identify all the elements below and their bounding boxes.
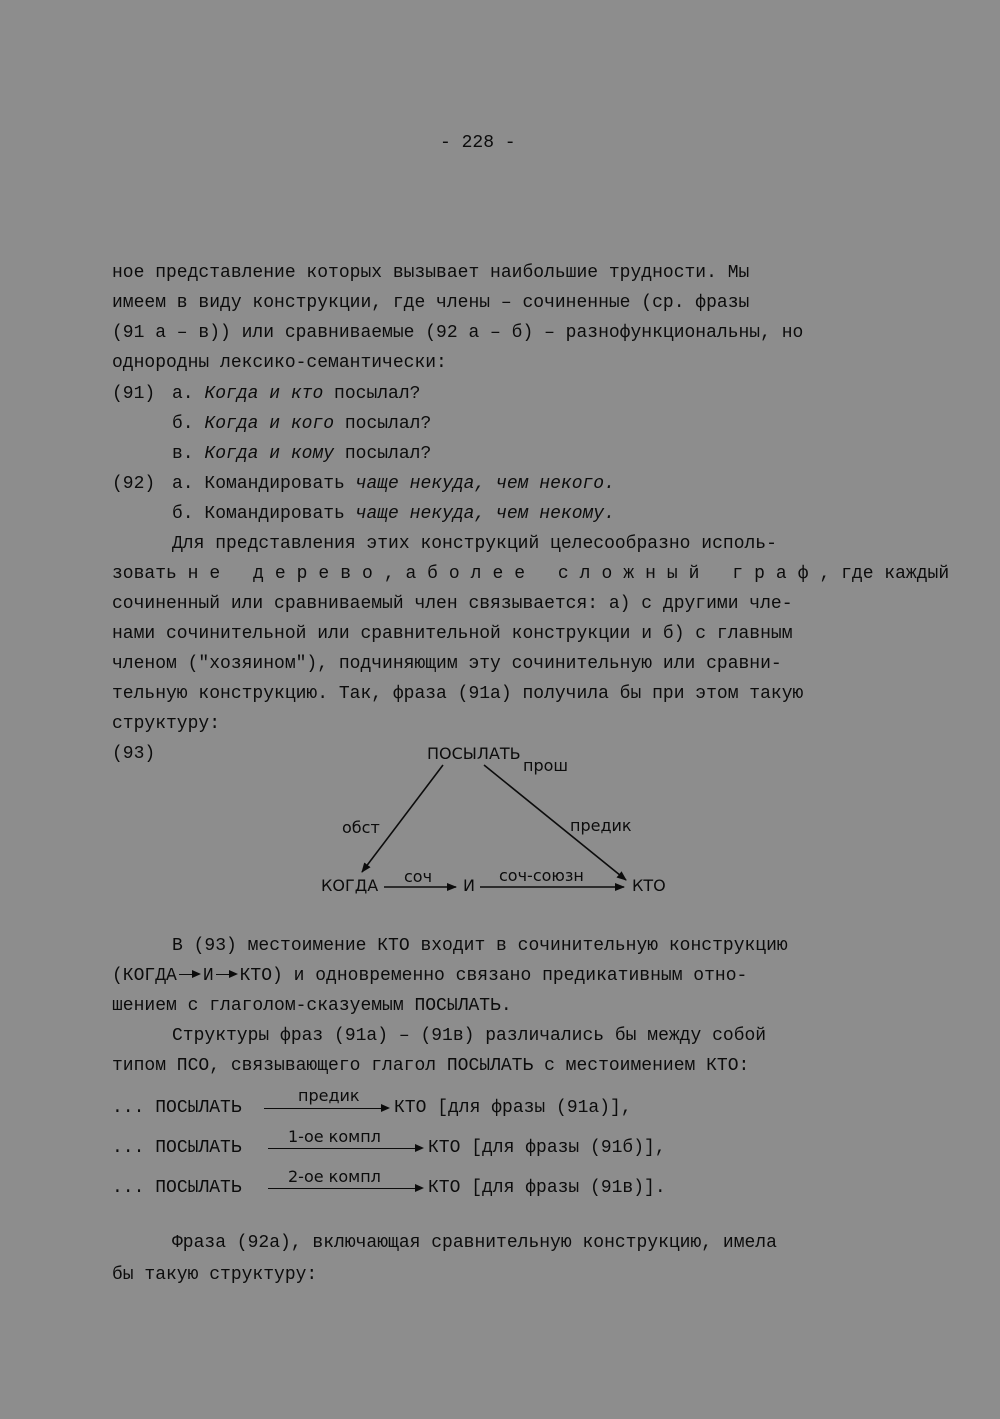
relation-label: 2-ое компл: [288, 1167, 381, 1186]
edge-label-soch: соч: [404, 867, 433, 886]
spaced-emphasis: более сложный граф: [427, 564, 820, 584]
plain-text: зовать: [112, 564, 188, 584]
text-line: [112, 966, 747, 986]
structure-note: [для фразы (91в)].: [460, 1178, 666, 1198]
text-line: (91 а – в)) или сравниваемые (92 а – б) – разнофункциональны, но: [112, 323, 804, 343]
structure-note: [для фразы (91а)],: [426, 1098, 632, 1118]
ellipsis: ...: [112, 1138, 156, 1158]
page-number: - 228 -: [440, 133, 516, 153]
arrow-icon: [177, 970, 203, 980]
plain-text: посылал?: [334, 444, 432, 464]
plain-text: (КОГДА: [112, 966, 177, 986]
text-line: членом ("хозяином"), подчиняющим эту сочинительную или сравни-: [112, 654, 782, 674]
node-posylat: ПОСЫЛАТЬ: [427, 744, 521, 763]
relation-arrow: [268, 1148, 422, 1149]
text-line: структуру:: [112, 714, 221, 734]
structure-row: [112, 1178, 242, 1198]
italic-text: чаще некуда, чем некому.: [355, 504, 615, 524]
example-number-93: (93): [112, 744, 156, 764]
text-line: Структуры фраз (91а) – (91в) различались бы между собой: [172, 1026, 767, 1046]
item-mark: а.: [172, 384, 194, 404]
text-line: сочиненный или сравниваемый член связывается: а) с другими чле-: [112, 594, 793, 614]
text-line: однородны лексико-семантически:: [112, 353, 447, 373]
text-line: Для представления этих конструкций целесообразно исполь-: [172, 534, 777, 554]
plain-text: КТО) и одновременно связано предикативным отно-: [239, 966, 748, 986]
structure-dep: КТО: [394, 1098, 427, 1118]
structure-head: ПОСЫЛАТЬ: [155, 1098, 242, 1118]
structure-head: ПОСЫЛАТЬ: [155, 1178, 242, 1198]
text-line: Фраза (92а), включающая сравнительную конструкцию, имела: [172, 1233, 777, 1253]
node-subscript-prosh: прош: [523, 756, 569, 775]
italic-text: чаще некуда, чем некого.: [355, 474, 615, 494]
node-kogda: КОГДА: [321, 876, 379, 895]
example-number-92: (92): [112, 474, 156, 494]
structure-tail: [394, 1098, 632, 1118]
ellipsis: ...: [112, 1098, 156, 1118]
text-line: нами сочинительной или сравнительной конструкции и б) с главным: [112, 624, 793, 644]
relation-label: предик: [298, 1086, 360, 1105]
plain-text: Командировать: [204, 504, 356, 524]
item-mark: б.: [172, 504, 194, 524]
plain-text: И: [202, 966, 214, 986]
relation-arrow: [264, 1108, 388, 1109]
text-line: ное представление которых вызывает наибольшие трудности. Мы: [112, 263, 750, 283]
edge-label-predik: предик: [570, 816, 632, 835]
item-mark: в.: [172, 444, 194, 464]
text-line: бы такую структуру:: [112, 1265, 318, 1285]
example-number-91: (91): [112, 384, 156, 404]
text-line: имеем в виду конструкции, где члены – сочиненные (ср. фразы: [112, 293, 750, 313]
text-line: типом ПСО, связывающего глагол ПОСЫЛАТЬ с местоимением КТО:: [112, 1056, 750, 1076]
structure-row: [112, 1138, 242, 1158]
plain-text: посылал?: [323, 384, 421, 404]
ellipsis: ...: [112, 1178, 156, 1198]
italic-text: Когда и кого: [204, 414, 335, 434]
node-i: И: [463, 876, 475, 895]
plain-text: , а: [383, 564, 428, 584]
edge-obst-line: [362, 765, 443, 872]
spaced-emphasis: не дерево: [187, 564, 384, 584]
relation-arrow: [268, 1188, 422, 1189]
edge-predik-line: [484, 765, 626, 880]
structure-row: [112, 1098, 242, 1118]
relation-label: 1-ое компл: [288, 1127, 381, 1146]
text-line: В (93) местоимение КТО входит в сочинительную конструкцию: [172, 936, 788, 956]
text-line: тельную конструкцию. Так, фраза (91а) получила бы при этом такую: [112, 684, 804, 704]
structure-dep: КТО: [428, 1138, 461, 1158]
plain-text: посылал?: [334, 414, 432, 434]
item-mark: б.: [172, 414, 194, 434]
structure-head: ПОСЫЛАТЬ: [155, 1138, 242, 1158]
italic-text: Когда и кому: [204, 444, 335, 464]
edge-label-obst: обст: [342, 818, 380, 837]
plain-text: , где каждый: [819, 564, 950, 584]
plain-text: Командировать: [204, 474, 356, 494]
arrow-icon: [214, 970, 240, 980]
node-kto: КТО: [632, 876, 666, 895]
text-line: шением с глаголом-сказуемым ПОСЫЛАТЬ.: [112, 996, 512, 1016]
italic-text: Когда и кто: [204, 384, 324, 404]
structure-dep: КТО: [428, 1178, 461, 1198]
structure-tail: [428, 1178, 666, 1198]
edge-label-soch-soyuzn: соч-союзн: [499, 866, 584, 885]
item-mark: а.: [172, 474, 194, 494]
structure-note: [для фразы (91б)],: [460, 1138, 666, 1158]
structure-tail: [428, 1138, 666, 1158]
